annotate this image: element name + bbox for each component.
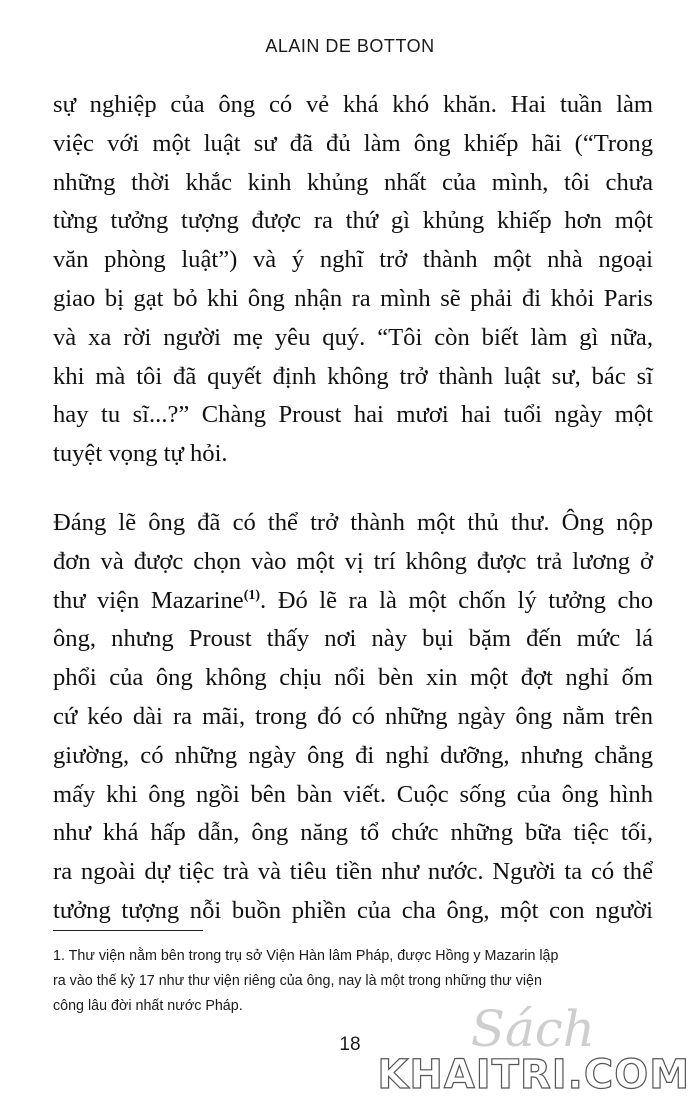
- text-line: mấy khi ông ngồi bên bàn viết. Cuộc sống của ông hình: [53, 780, 653, 808]
- text-line: như khá hấp dẫn, ông năng tổ chức những bữa tiệc tối,: [53, 819, 653, 847]
- text-line: những thời khắc kinh khủng nhất của mình, tôi chưa: [53, 168, 653, 196]
- footnote-divider: [53, 930, 203, 931]
- text-line: và xa rời người mẹ yêu quý. “Tôi còn biết làm gì nữa,: [53, 323, 653, 351]
- watermark-logo: [370, 1000, 690, 1110]
- footnote-reference: (1): [243, 587, 261, 603]
- text-line: đơn và được chọn vào một vị trí không được trả lương ở: [53, 547, 653, 575]
- text-line: việc với một luật sư đã đủ làm ông khiếp hãi (“Trong: [53, 129, 653, 157]
- text-segment: thư viện Mazarine: [53, 586, 244, 614]
- footnote-line: công lâu đời nhất nước Pháp.: [53, 998, 243, 1014]
- text-line: văn phòng luật”) và ý nghĩ trở thành một nhà ngoại: [53, 246, 653, 274]
- text-line: giường, có những ngày ông đi nghỉ dưỡng, nhưng chẳng: [53, 741, 653, 769]
- text-line: tưởng tượng nỗi buồn phiền của cha ông, một con người: [53, 896, 653, 924]
- text-line: ra ngoài dự tiệc trà và tiêu tiền như nước. Người ta có thể: [53, 858, 653, 886]
- text-line: ông, nhưng Proust thấy nơi này bụi bặm đến mức lá: [53, 625, 653, 653]
- body-text: [53, 86, 653, 931]
- text-line: giao bị gạt bỏ khi ông nhận ra mình sẽ phải đi khỏi Paris: [53, 284, 653, 312]
- watermark-brand: KHAITRI.COM: [377, 1052, 690, 1098]
- text-line: hay tu sĩ...?” Chàng Proust hai mươi hai tuổi ngày một: [53, 401, 653, 429]
- running-header: ALAIN DE BOTTON: [265, 36, 435, 56]
- text-line: từng tưởng tượng được ra thứ gì khủng khiếp hơn một: [53, 207, 653, 235]
- text-line: Đáng lẽ ông đã có thể trở thành một thủ thư. Ông nộp: [53, 508, 653, 536]
- text-segment: . Đó lẽ ra là một chốn lý tưởng cho: [260, 586, 653, 614]
- text-line: khi mà tôi đã quyết định không trở thành luật sư, bác sĩ: [53, 362, 653, 390]
- paragraph-2: [53, 504, 653, 931]
- page-number: 18: [339, 1034, 361, 1055]
- footnote-line: ra vào thế kỷ 17 như thư viện riêng của ông, nay là một trong những thư viện: [53, 973, 542, 989]
- footnote-line: 1. Thư viện nằm bên trong trụ sở Viện Hàn lâm Pháp, được Hồng y Mazarin lập: [53, 948, 559, 964]
- text-line: sự nghiệp của ông có vẻ khá khó khăn. Hai tuần làm: [53, 91, 653, 118]
- text-line: tuyệt vọng tự hỏi.: [53, 440, 228, 468]
- paragraph-1: [53, 86, 653, 474]
- text-line-with-footnote: [53, 582, 653, 621]
- text-line: phổi của ông không chịu nổi bèn xin một đợt nghỉ ốm: [53, 664, 653, 692]
- watermark-script: Sách: [470, 1000, 595, 1058]
- text-line: cứ kéo dài ra mãi, trong đó có những ngày ông nằm trên: [53, 702, 653, 730]
